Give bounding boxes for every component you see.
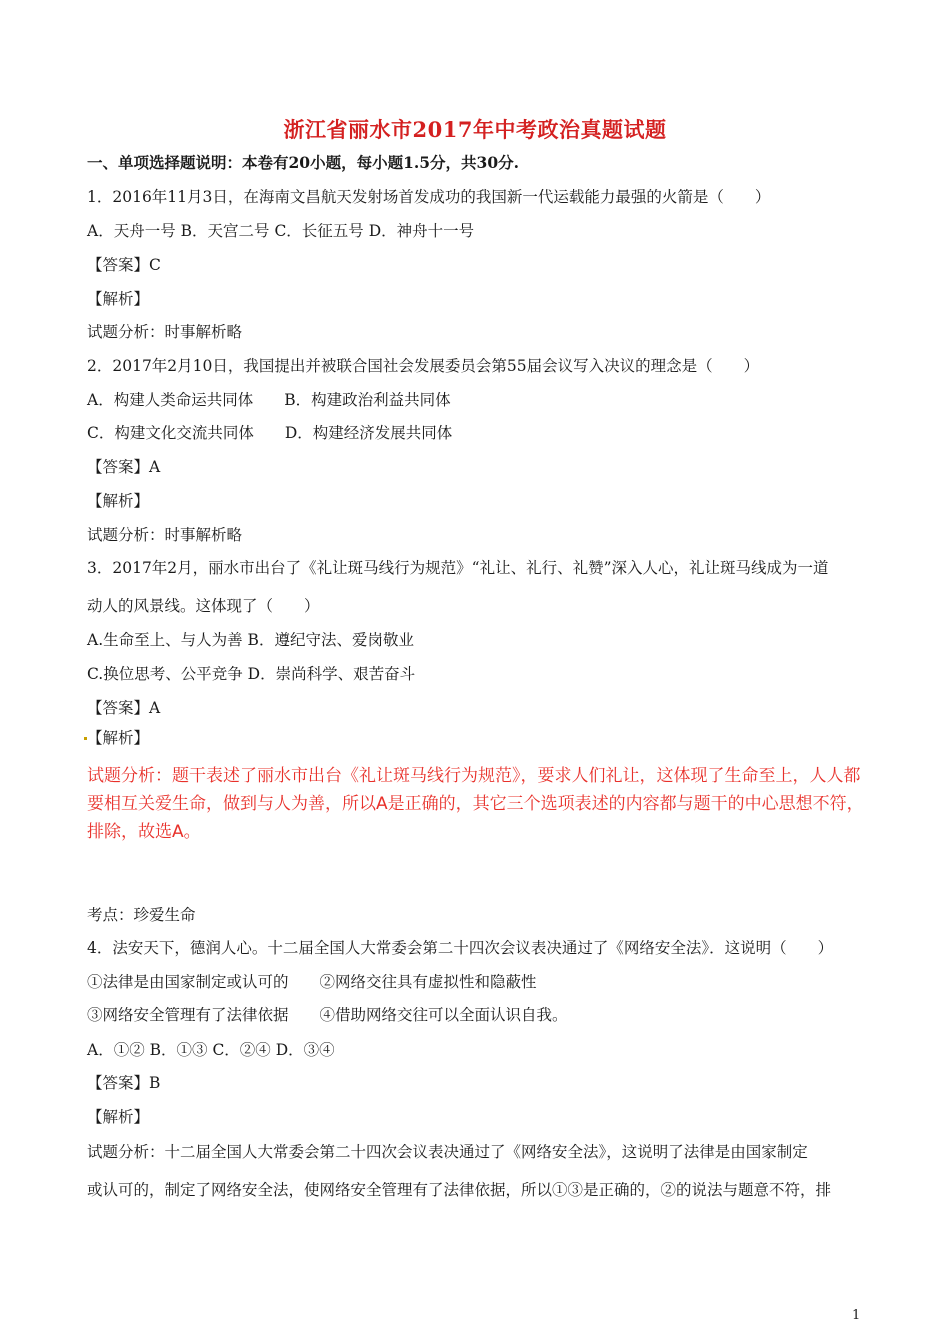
question-4-analysis-line-1: 试题分析：十二届全国人大常委会第二十四次会议表决通过了《网络安全法》，这说明了法律是由国家制定	[87, 1143, 808, 1161]
document-title: 浙江省丽水市2017年中考政治真题试题	[283, 117, 667, 142]
question-2-analysis: 试题分析：时事解析略	[87, 526, 243, 544]
question-4-stem: 4．法安天下，德润人心。十二届全国人大常委会第二十四次会议表决通过了《网络安全法》．这说明（ ）	[87, 939, 834, 957]
question-4-options: A．①② B．①③ C．②④ D．③④	[87, 1041, 335, 1059]
question-3-stem-line-2: 动人的风景线。这体现了（ ）	[87, 597, 320, 615]
question-3-options-row-1: A.生命至上、与人为善 B．遵纪守法、爱岗敬业	[87, 631, 414, 649]
question-3-kaodian: 考点：珍爱生命	[87, 906, 196, 924]
question-3-options-row-2: C.换位思考、公平竞争 D．崇尚科学、艰苦奋斗	[87, 665, 416, 683]
question-2-options-row-2: C．构建文化交流共同体 D．构建经济发展共同体	[87, 424, 453, 442]
question-3-analysis-highlighted: 试题分析：题干表述了丽水市出台《礼让斑马线行为规范》，要求人们礼让，这体现了生命至上，人人都要相互关爱生命，做到与人为善，所以A是正确的，其它三个选项表述的内容都与题干的中心思想不符，排除，故选A。	[87, 766, 864, 842]
question-1-analysis: 试题分析：时事解析略	[87, 323, 243, 341]
question-2-options-row-1: A．构建人类命运共同体 B．构建政治利益共同体	[87, 391, 451, 409]
question-2-stem: 2．2017年2月10日，我国提出并被联合国社会发展委员会第55届会议写入决议的理念是（ ）	[87, 357, 760, 375]
question-1-stem: 1．2016年11月3日，在海南文昌航天发射场首发成功的我国新一代运载能力最强的火箭是（ ）	[87, 188, 771, 206]
question-4-analysis-line-2: 或认可的，制定了网络安全法，使网络安全管理有了法律依据，所以①③是正确的，②的说法与题意不符，排	[87, 1181, 832, 1199]
question-4-items-row-1: ①法律是由国家制定或认可的 ②网络交往具有虚拟性和隐蔽性	[87, 973, 537, 991]
question-1-options: A．天舟一号 B．天宫二号 C．长征五号 D．神舟十一号	[87, 222, 475, 240]
question-2-answer: 【答案】A	[87, 458, 161, 476]
section-heading: 一、单项选择题说明：本卷有20小题，每小题1.5分，共30分.	[87, 153, 520, 172]
page-number: 1	[852, 1308, 861, 1323]
question-3-analysis-label: 【解析】	[87, 729, 150, 747]
question-3-answer: 【答案】A	[87, 699, 161, 717]
question-4-items-row-2: ③网络安全管理有了法律依据 ④借助网络交往可以全面认识自我。	[87, 1006, 568, 1024]
question-3-stem-line-1: 3．2017年2月，丽水市出台了《礼让斑马线行为规范》“礼让、礼行、礼赞”深入人心，礼让斑马线成为一道	[87, 559, 829, 577]
question-2-analysis-label: 【解析】	[87, 492, 150, 510]
question-4-answer: 【答案】B	[87, 1074, 161, 1092]
question-4-analysis-label: 【解析】	[87, 1108, 150, 1126]
question-1-analysis-label: 【解析】	[87, 290, 150, 308]
question-1-answer: 【答案】C	[87, 256, 161, 274]
